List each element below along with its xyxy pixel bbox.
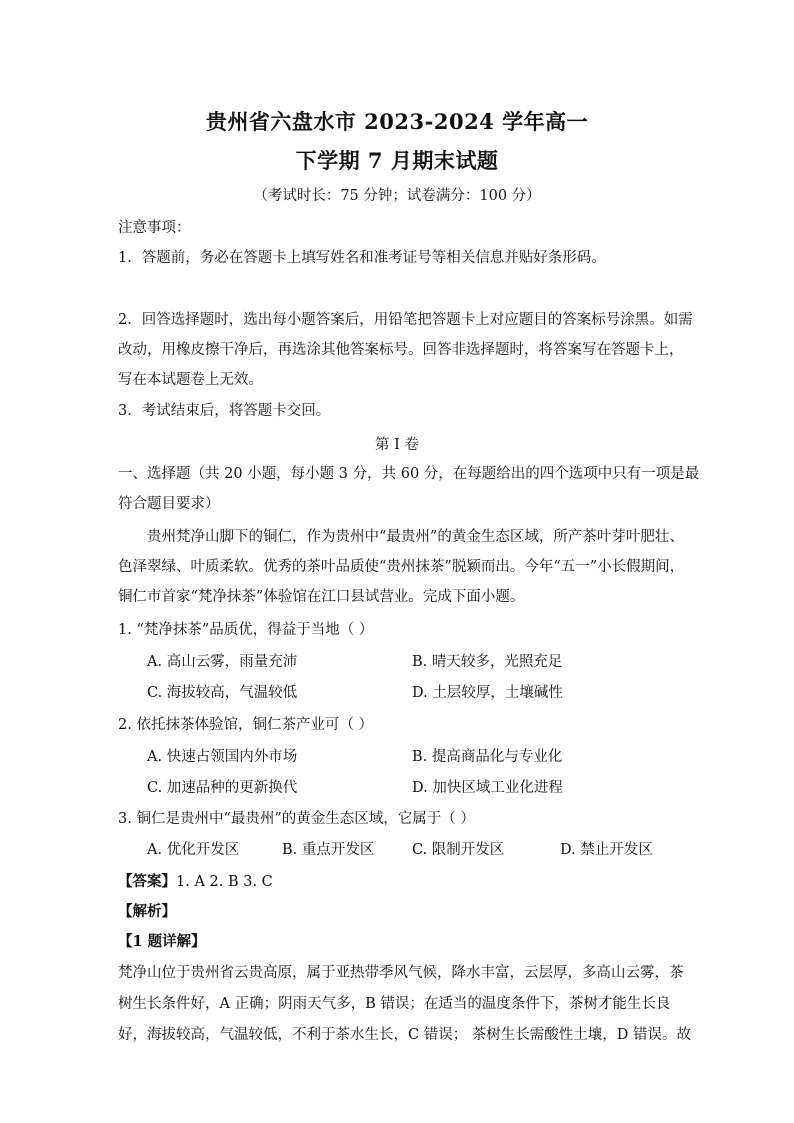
answer-values: 1. A 2. B 3. C bbox=[176, 874, 273, 890]
question-1-option-c: C. 海拔较高，气温较低 bbox=[147, 685, 298, 701]
question-3-option-c: C. 限制开发区 bbox=[412, 842, 505, 858]
question-1-stem: 1. “梵净抹茶”品质优，得益于当地（ ） bbox=[118, 622, 374, 638]
section-heading: 一、选择题（共 20 小题，每小题 3 分，共 60 分，在每题给出的四个选项中只有一项是最 bbox=[118, 466, 700, 482]
question-3-option-d: D. 禁止开发区 bbox=[560, 842, 653, 858]
passage-line-1: 贵州梵净山脚下的铜仁，作为贵州中“最贵州”的黄金生态区域，所产茶叶芽叶肥壮、 bbox=[147, 529, 684, 545]
question-1-option-d: D. 土层较厚，土壤碱性 bbox=[412, 685, 563, 701]
notice-item-2: 2．回答选择题时，选出每小题答案后，用铅笔把答题卡上对应题目的答案标号涂黑。如需 bbox=[118, 312, 693, 328]
question-1-option-b: B. 晴天较多，光照充足 bbox=[412, 654, 563, 670]
question-2-option-b: B. 提高商品化与专业化 bbox=[412, 749, 563, 765]
volume-heading: 第 I 卷 bbox=[375, 437, 419, 453]
analysis-sub-label: 【1 题详解】 bbox=[118, 933, 206, 950]
question-2-option-d: D. 加快区域工业化进程 bbox=[412, 780, 563, 796]
passage-line-3: 铜仁市首家“梵净抹茶”体验馆在江口县试营业。完成下面小题。 bbox=[118, 589, 525, 605]
question-2-option-a: A. 快速占领国内外市场 bbox=[147, 749, 298, 765]
notice-item-3: 3．考试结束后，将答题卡交回。 bbox=[118, 403, 331, 419]
notice-item-1: 1．答题前，务必在答题卡上填写姓名和准考证号等相关信息并贴好条形码。 bbox=[118, 250, 606, 266]
analysis-label: 【解析】 bbox=[118, 903, 176, 920]
question-3-option-a: A. 优化开发区 bbox=[147, 842, 240, 858]
exam-subtitle: （考试时长：75 分钟；试卷满分：100 分） bbox=[253, 188, 541, 204]
analysis-line-3: 好，海拔较高，气温较低，不利于茶水生长，C 错误； 茶树生长需酸性土壤，D 错误。故 bbox=[118, 1027, 692, 1043]
exam-title-line-2: 下学期 7 月期末试题 bbox=[295, 148, 499, 173]
notice-item-2-cont: 改动，用橡皮擦干净后，再选涂其他答案标号。回答非选择题时，将答案写在答题卡上， bbox=[118, 342, 684, 358]
notice-heading: 注意事项： bbox=[118, 220, 191, 236]
analysis-line-1: 梵净山位于贵州省云贵高原，属于亚热带季风气候，降水丰富，云层厚，多高山云雾，茶 bbox=[118, 965, 684, 981]
notice-item-2-end: 写在本试题卷上无效。 bbox=[118, 372, 263, 388]
question-1-option-a: A. 高山云雾，雨量充沛 bbox=[147, 654, 298, 670]
exam-title-line-1: 贵州省六盘水市 2023-2024 学年高一 bbox=[205, 109, 589, 134]
question-2-option-c: C. 加速品种的更新换代 bbox=[147, 780, 298, 796]
question-2-stem: 2. 依托抹茶体验馆，铜仁茶产业可（ ） bbox=[118, 717, 374, 733]
question-3-stem: 3. 铜仁是贵州中“最贵州”的黄金生态区域，它属于（ ） bbox=[118, 811, 475, 827]
analysis-line-2: 树生长条件好，A 正确；阴雨天气多，B 错误；在适当的温度条件下，茶树才能生长良 bbox=[118, 996, 671, 1012]
answer-label: 【答案】 bbox=[118, 873, 176, 890]
answer-row bbox=[118, 872, 273, 892]
question-3-option-b: B. 重点开发区 bbox=[282, 842, 375, 858]
section-heading-cont: 符合题目要求） bbox=[118, 496, 220, 512]
passage-line-2: 色泽翠绿、叶质柔软。优秀的茶叶品质使“贵州抹茶”脱颖而出。今年“五一”小长假期间， bbox=[118, 559, 685, 575]
